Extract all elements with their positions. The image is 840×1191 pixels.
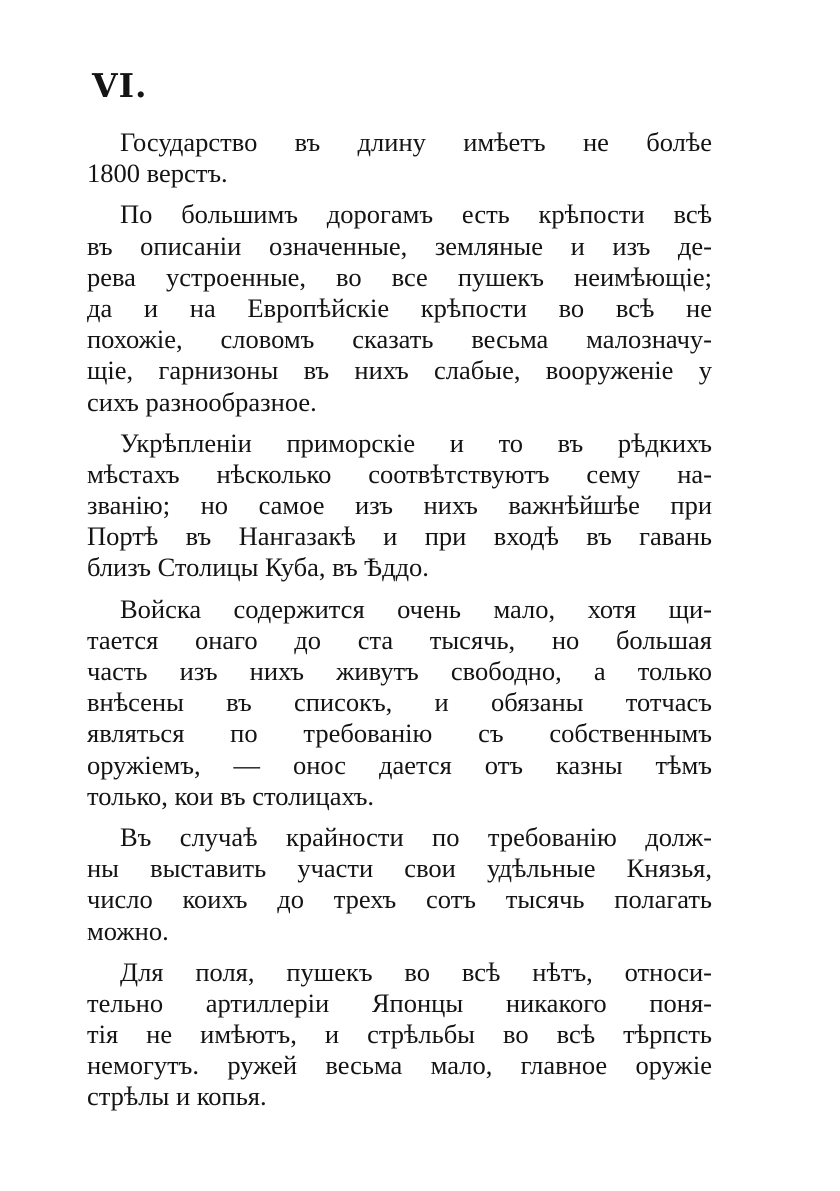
text-line: званiю; но самое изъ нихъ важнѣйшѣе при bbox=[87, 490, 712, 521]
text-line: оружiемъ, — онос дается отъ казны тѣмъ bbox=[87, 749, 712, 780]
text-line: ны выставить участи свои удѣльные Князья, bbox=[87, 853, 712, 884]
page-body bbox=[87, 127, 712, 1123]
text-line: да и на Европѣйскiе крѣпости во всѣ не bbox=[87, 292, 712, 323]
text-line: Укрѣпленiи приморскiе и то въ рѣдкихъ bbox=[120, 427, 712, 458]
text-line: въ описанiи означенные, земляные и изъ де- bbox=[87, 230, 712, 261]
text-line: только, кои въ столицахъ. bbox=[87, 780, 375, 811]
text-line: 1800 верстъ. bbox=[87, 158, 228, 189]
text-line: рева устроенные, во все пушекъ неимѣющiе; bbox=[87, 261, 712, 292]
paragraph-4 bbox=[87, 593, 712, 812]
text-line: похожiе, словомъ сказать весьма малозначу- bbox=[87, 324, 712, 355]
text-line: близъ Столицы Куба, въ Ѣддо. bbox=[87, 552, 429, 583]
text-line: мѣстахъ нѣсколько соотвѣтствуютъ сему на- bbox=[87, 458, 712, 489]
text-line: тiя не имѣютъ, и стрѣльбы во всѣ тѣрпсть bbox=[87, 1019, 712, 1050]
text-line: являться по требованiю съ собственнымъ bbox=[87, 718, 712, 749]
text-line: Въ случаѣ крайности по требованiю долж- bbox=[120, 821, 712, 852]
text-line: Портѣ въ Нангазакѣ и при входѣ въ гавань bbox=[87, 521, 712, 552]
text-line: Войска содержится очень мало, хотя щи- bbox=[120, 593, 712, 624]
text-line: немогутъ. ружей весьма мало, главное оружiе bbox=[87, 1050, 712, 1081]
paragraph-5 bbox=[87, 821, 712, 947]
text-line: внѣсены въ списокъ, и обязаны тотчасъ bbox=[87, 687, 712, 718]
paragraph-3 bbox=[87, 427, 712, 584]
paragraph-6 bbox=[87, 956, 712, 1113]
text-line: тельно артиллерiи Японцы никакого поня- bbox=[87, 987, 712, 1018]
chapter-number: VI. bbox=[92, 66, 148, 105]
text-line: часть изъ нихъ живутъ свободно, а только bbox=[87, 656, 712, 686]
text-line: Государство въ длину имѣетъ не болѣе bbox=[120, 127, 712, 157]
text-line: стрѣлы и копья. bbox=[87, 1081, 267, 1112]
text-line: Для поля, пушекъ во всѣ нѣтъ, относи- bbox=[120, 956, 712, 987]
text-line: тается онаго до ста тысячь, но большая bbox=[87, 624, 712, 655]
text-line: можно. bbox=[87, 915, 169, 946]
paragraph-2 bbox=[87, 199, 712, 417]
text-line: щiе, гарнизоны въ нихъ слабые, вооруженiе у bbox=[87, 355, 712, 386]
paragraph-1 bbox=[87, 127, 712, 189]
text-line: сихъ разнообразное. bbox=[87, 386, 317, 417]
text-line: число коихъ до трехъ сотъ тысячь полагать bbox=[87, 884, 712, 915]
text-line: По большимъ дорогамъ есть крѣпости всѣ bbox=[120, 199, 712, 230]
